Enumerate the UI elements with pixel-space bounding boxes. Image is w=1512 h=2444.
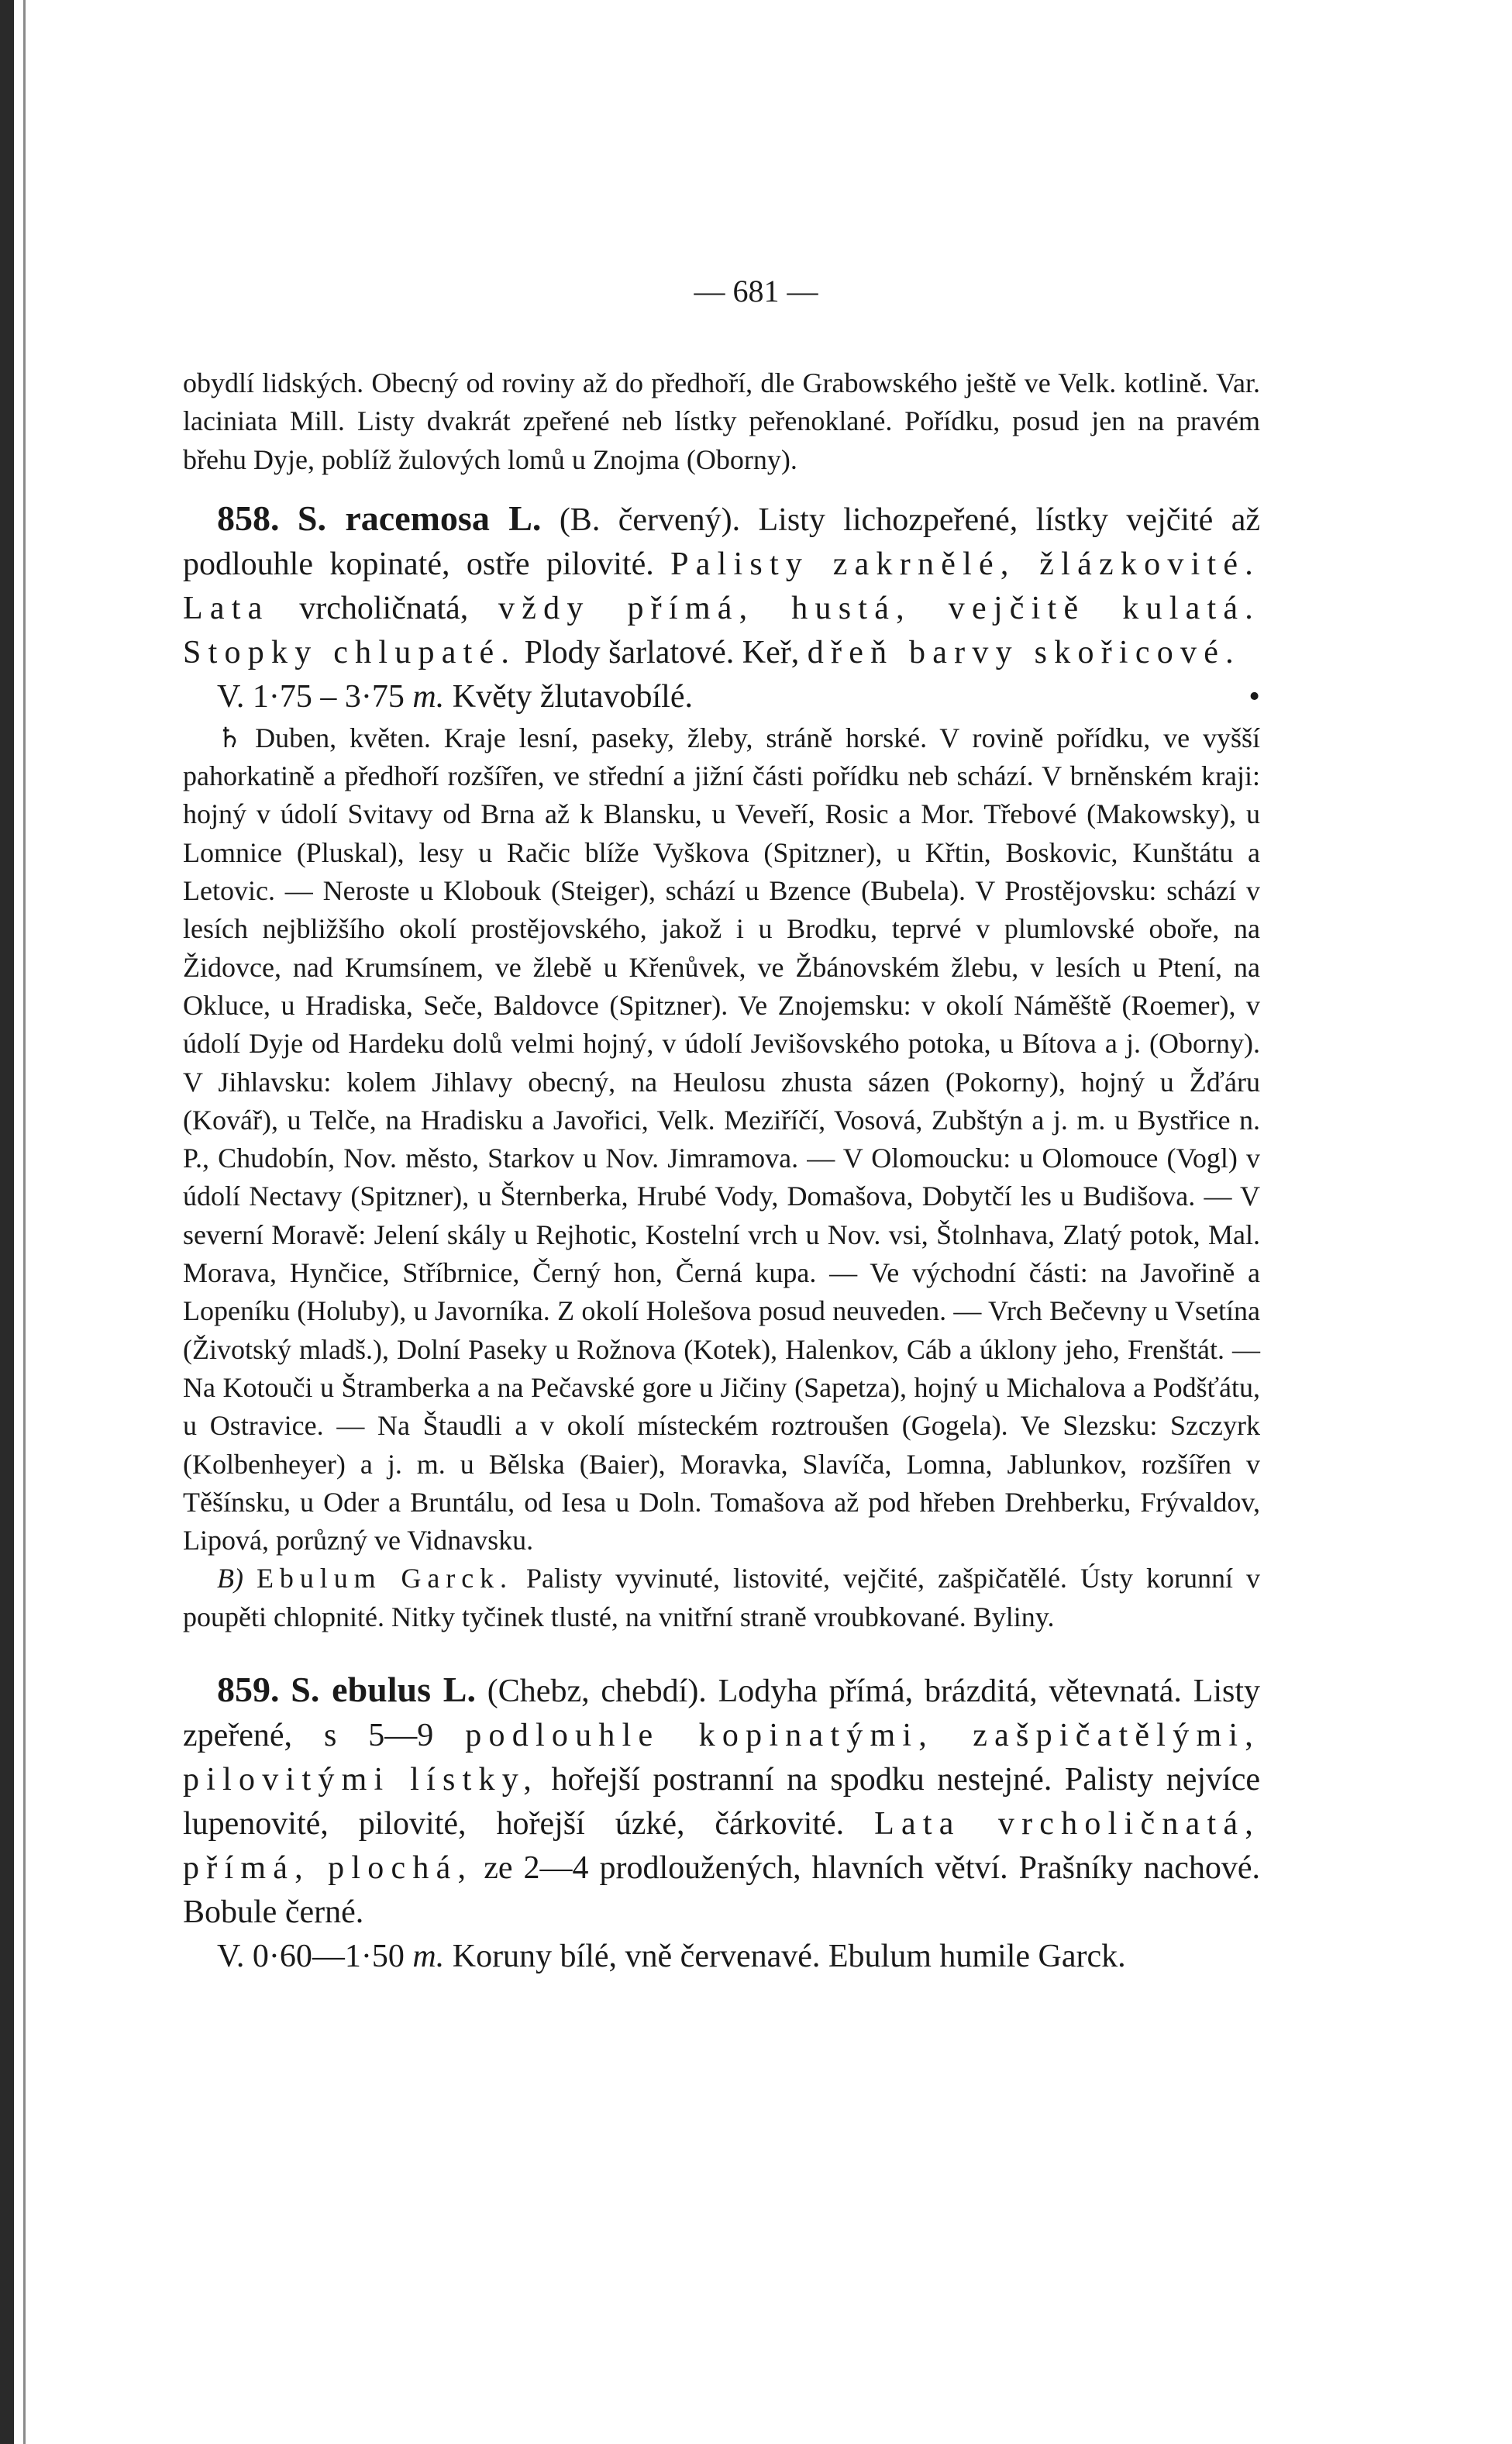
variety-b-name: Ebulum Garck. xyxy=(257,1563,513,1594)
species-858-text-2: vrcholičnatá, xyxy=(299,590,469,626)
species-858-height: V. 1·75 – 3·75 xyxy=(217,678,405,715)
variety-b-text: Palisty vyvinuté, listovité, vejčité, zašpičatělé. Ústy korunní v poupěti chlopnité. Nitky tyčinek tlusté, na vnitřní straně vroubkované. Byliny. xyxy=(183,1563,1261,1632)
variety-b-label: B) xyxy=(217,1563,243,1594)
book-spine-shadow xyxy=(0,0,14,2444)
species-859-spaced-1: podlouhle kopinatými, zašpičatělými, pilovitými lístky, xyxy=(183,1718,1260,1798)
species-858-text-1: (B. červený). Listy lichozpeřené, lístky vejčité až podlouhle kopinaté, ostře pilovité. xyxy=(183,502,1260,582)
species-859-size xyxy=(183,1935,1260,1979)
species-858-size xyxy=(183,675,1260,719)
species-858-description xyxy=(183,496,1260,675)
species-858-unit: m. xyxy=(412,678,445,715)
species-859-spaced-2: Lata vrcholičnatá, přímá, plochá, xyxy=(183,1806,1261,1887)
species-858-habitat: ♄ Duben, květen. Kraje lesní, paseky, žleby, stráně horské. V rovině pořídku, ve vyšší pahorkatině a předhoří rozšířen, ve střední a jižní části pořídku neb schází. V brněnském kraji: hojný v údolí Svitavy od Brna až k Blansku, u Veveří, Rosic a Mor. Třebové (Makowsky), u Lomnice (Pluskal), lesy u Račic blíže Vyškova (Spitzner), u Křtin, Boskovic, Kunštátu a Letovic. — Neroste u Klobouk (Steiger), schází u Bzence (Bubela). V Prostějovsku: schází v lesích nejbližšího okolí prostějovského, jakož i u Brodku, teprvé v plumlovské oboře, na Židovce, nad Krumsínem, ve žlebě u Křenůvek, ve Žbánovském žlebu, v lesích u Ptení, na Okluce, u Hradiska, Seče, Baldovce (Spitzner). Ve Znojemsku: v okolí Náměště (Roemer), v údolí Dyje od Hardeku dolů velmi hojný, v údolí Jevišovského potoka, u Bítova a j. (Oborny). V Jihlavsku: kolem Jihlavy obecný, na Heulosu zhusta sázen (Pokorny), hojný u Žďáru (Kovář), u Telče, na Hradisku a Javořici, Velk. Meziříčí, Vosová, Zubštýn a j. m. u Bystřice n. P., Chudobín, Nov. město, Starkov u Nov. Jimramova. — V Olomoucku: u Olomouce (Vogl) v údolí Nectavy (Spitzner), u Šternberka, Hrubé Vody, Domašova, Dobytčí les u Budišova. — V severní Moravě: Jelení skály u Rejhotic, Kostelní vrch u Nov. vsi, Štolnhava, Zlatý potok, Mal. Morava, Hynčice, Stříbrnice, Černý hon, Černá kupa. — Ve východní části: na Javořině a Lopeníku (Holuby), u Javorníka. Z okolí Holešova posud neuveden. — Vrch Bečevny u Vsetína (Životský mladš.), Dolní Paseky u Rožnova (Kotek), Halenkov, Cáb a úklony jeho, Frenštát. — Na Kotouči u Štramberka a na Pečavské gore u Jičiny (Sapetza), hojný u Michalova a Podšťátu, u Ostravice. — Na Štaudli a v okolí místeckém roztroušen (Gogela). Ve Slezsku: Szczyrk (Kolbenheyer) a j. m. u Bělska (Baier), Moravka, Slavíča, Lomna, Jablunkov, rozšířen v Těšínsku, u Oder a Bruntálu, od Iesa u Doln. Tomašova až pod hřeben Drehberku, Frývaldov, Lipová, porůzný ve Vidnavsku. xyxy=(183,722,1260,1556)
species-858-spaced-1: Palisty zakrnělé, žlázkovité. Lata xyxy=(183,546,1261,626)
species-859-description xyxy=(183,1667,1260,1935)
species-858-spaced-2: vždy přímá, hustá, vejčitě kulatá. Stopky chlupaté. xyxy=(183,590,1261,670)
species-859-text-4: Koruny bílé, vně červenavé. Ebulum humile Garck. xyxy=(452,1939,1126,1975)
paragraph-continuation: obydlí lidských. Obecný od roviny až do předhoří, dle Grabowského ještě ve Velk. kotlině. Var. laciniata Mill. Listy dvakrát zpeřené neb lístky peřenoklané. Pořídku, posud jen na pravém břehu Dyje, poblíž žulových lomů u Znojma (Oborny). xyxy=(183,367,1260,475)
species-859-number: 859. xyxy=(217,1670,280,1710)
species-858-flowers: Květy žlutavobílé. xyxy=(452,678,693,715)
text-column xyxy=(183,364,1260,1979)
species-858-number: 858. xyxy=(217,498,280,538)
species-859-name: S. ebulus L. xyxy=(291,1670,476,1710)
page-edge-line xyxy=(23,0,26,2444)
species-858-name: S. racemosa L. xyxy=(297,498,542,538)
species-858-text-3: Plody šarlatové. Keř, xyxy=(524,634,800,670)
species-859-text-2: hořejší postranní na spodku nestejné. Palisty nejvíce lupenovité, pilovité, hořejší úzké, čárkovité. xyxy=(183,1762,1260,1842)
page-number: — 681 — xyxy=(694,274,818,309)
species-858-spaced-3: dřeň barvy skořicové. xyxy=(807,634,1241,670)
species-859-height: V. 0·60—1·50 xyxy=(217,1939,405,1975)
species-859-text-3: ze 2—4 prodloužených, hlavních větví. Prašníky nachové. Bobule černé. xyxy=(183,1850,1261,1931)
species-859-unit: m. xyxy=(412,1939,445,1975)
variety-b xyxy=(183,1560,1260,1636)
stray-dot: • xyxy=(1249,678,1260,715)
species-859-text-1: (Chebz, chebdí). Lodyha přímá, brázditá, větevnatá. Listy zpeřené, s 5—9 xyxy=(183,1674,1261,1754)
